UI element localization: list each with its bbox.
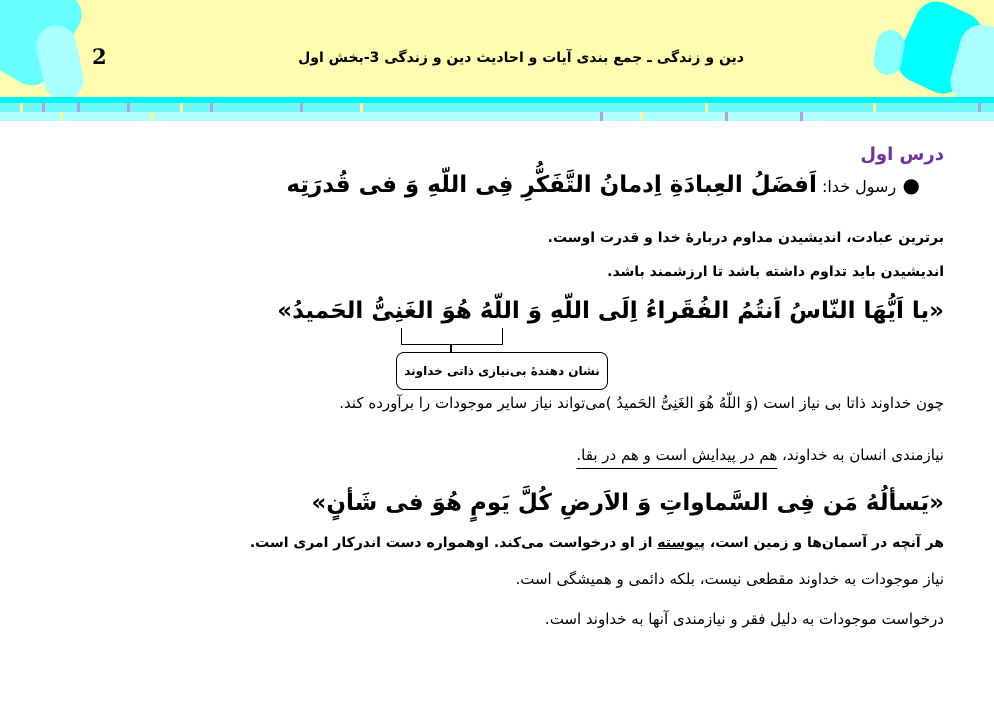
page-number: 2 bbox=[92, 44, 107, 69]
bracket bbox=[401, 328, 503, 345]
bullet-icon: ● bbox=[896, 173, 920, 197]
header-stripe bbox=[0, 103, 994, 112]
verse-2: «یَسألُهُ مَن فِی السَّماواتِ وَ الاَرضِ کُلَّ یَومٍ هُوَ فی شَأنٍ» bbox=[311, 490, 944, 516]
hadith-line bbox=[286, 172, 920, 198]
verse-1: «یا اَیُّهَا النّاسُ اَنتُمُ الفُقَراءُ اِلَی اللّهِ وَ اللّهُ هُوَ الغَنِیُّ الحَمیدُ» bbox=[277, 298, 944, 324]
hadith-translation: برترین عبادت، اندیشیدن مداوم دربارهٔ خدا و قدرت اوست. bbox=[547, 230, 944, 246]
note-1: اندیشیدن باید تداوم داشته باشد تا ارزشمند باشد. bbox=[607, 264, 944, 280]
lesson-heading: درس اول bbox=[860, 144, 944, 165]
page-title: دین و زندگی ـ جمع بندی آیات و احادیث دین و زندگی 3-بخش اول bbox=[298, 50, 744, 66]
page-header bbox=[0, 0, 994, 100]
explanation-2: نیازمندی انسان به خداوند، هم در پیدایش است و هم در بقا. bbox=[576, 446, 944, 464]
callout-box: نشان دهندهٔ بی‌نیازی ذاتی خداوند bbox=[396, 352, 608, 390]
underlined-text: پیوسته bbox=[657, 535, 706, 551]
underlined-text: هم در پیدایش است و هم در بقا. bbox=[576, 446, 778, 464]
hadith-prefix: رسول خدا: bbox=[821, 177, 897, 196]
verse-2-translation: هر آنچه در آسمان‌ها و زمین است، پیوسته از او درخواست می‌کند. اوهمواره دست اندرکار امری است. bbox=[249, 535, 944, 551]
note-2: نیاز موجودات به خداوند مقطعی نیست، بلکه دائمی و همیشگی است. bbox=[515, 570, 944, 588]
explanation-1: چون خداوند ذاتا بی نیاز است (وَ اللّهُ هُوَ الغَنِیُّ الحَمیدُ )می‌تواند نیاز سایر موجودات را برآورده کند. bbox=[339, 394, 944, 412]
hadith-text: اَفضَلُ العِبادَةِ اِدمانُ التَّفَکُّرِ فِی اللّهِ وَ فی قُدرَتِه bbox=[286, 172, 817, 198]
decor-shape bbox=[33, 22, 88, 100]
note-3: درخواست موجودات به دلیل فقر و نیازمندی آنها به خداوند است. bbox=[544, 610, 944, 628]
